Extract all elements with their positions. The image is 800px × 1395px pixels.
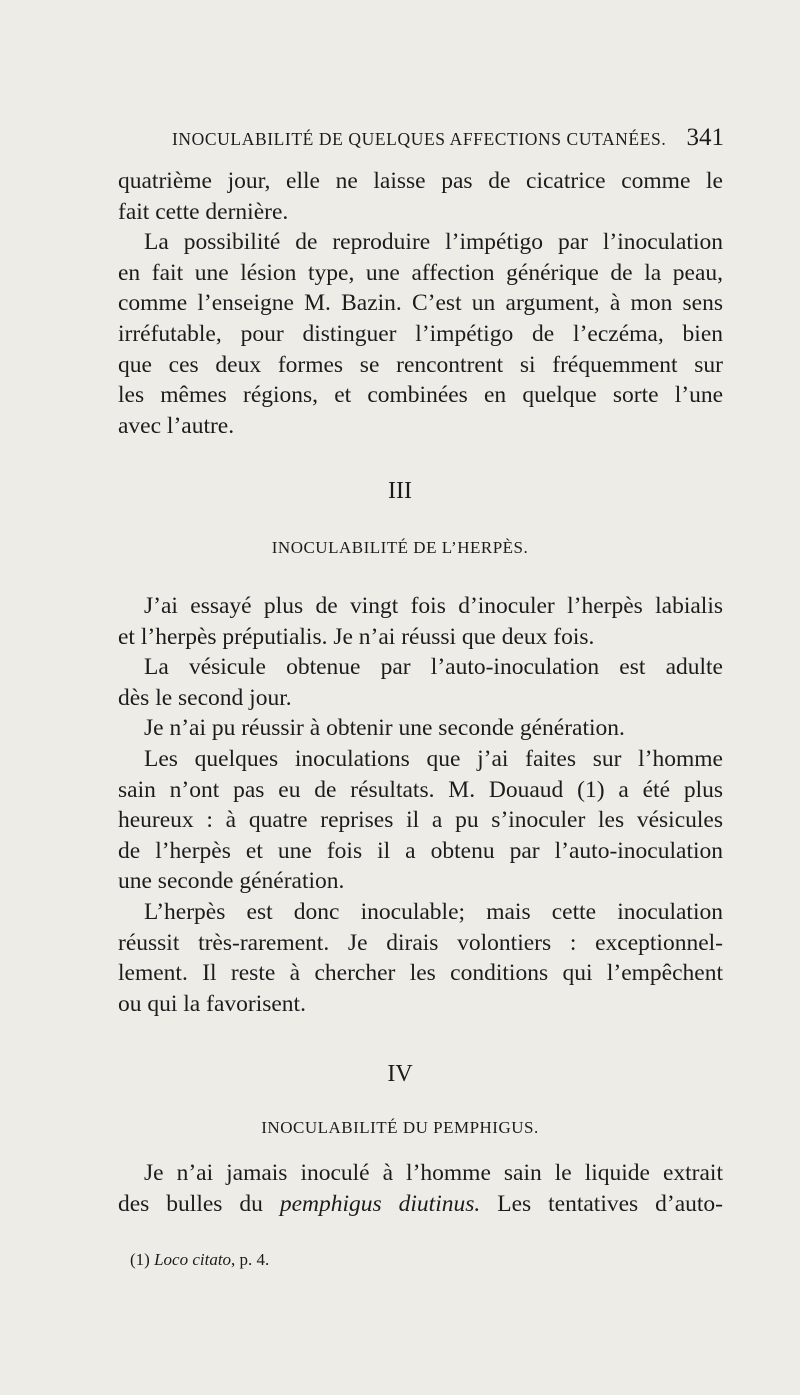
text-line: que ces deux formes se rencontrent si fréquemment sur [118,351,723,378]
text-line: La possibilité de reproduire l’impétigo par l’inoculation [144,229,723,256]
text-line: Je n’ai pu réussir à obtenir une seconde génération. [144,715,625,742]
text-line [118,1189,723,1220]
text-line: de l’herpès et une fois il a obtenu par l’auto-inoculation [118,837,723,864]
text-line: les mêmes régions, et combinées en quelque sorte l’une [118,382,723,409]
paragraph-block-pemphigus [118,1158,723,1219]
text-line: Les quelques inoculations que j’ai faites sur l’homme [144,745,723,772]
text-line: et l’herpès préputialis. Je n’ai réussi que deux fois. [118,623,595,650]
text-run: Les tentatives d’auto- [480,1190,723,1217]
text-line: lement. Il reste à chercher les conditions qui l’empêchent [118,960,723,987]
text-line: avec l’autre. [118,412,235,439]
text-line: L’herpès est donc inoculable; mais cette inoculation [144,898,723,925]
text-line: heureux : à quatre reprises il a pu s’inoculer les vésicules [118,807,723,834]
running-head [172,124,724,152]
text-line: réussit très-rarement. Je dirais volontiers : exceptionnel- [118,929,723,956]
footnote [130,1250,269,1270]
text-line: ou qui la favorisent. [118,990,306,1017]
text-line: une seconde génération. [118,868,345,895]
footnote-marker: (1) [130,1250,150,1269]
text-line: comme l’enseigne M. Bazin. C’est un argument, à mon sens [118,290,723,317]
paragraph-block-herpes [118,591,723,1019]
section-number: III [388,478,412,504]
section-title: INOCULABILITÉ DE L’HERPÈS. [271,538,529,557]
text-line: Je n’ai jamais inoculé à l’homme sain le liquide extrait [144,1160,723,1186]
page-number: 341 [686,124,724,151]
text-line: La vésicule obtenue par l’auto-inoculation est adulte [144,654,723,681]
text-line: fait cette dernière. [118,198,289,225]
text-run: des bulles du [118,1190,280,1217]
text-line: quatrième jour, elle ne laisse pas de cicatrice comme le [118,168,723,194]
text-line: sain n’ont pas eu de résultats. M. Douaud (1) a été plus [118,776,723,803]
text-line: J’ai essayé plus de vingt fois d’inoculer l’herpès labialis [144,593,723,619]
footnote-page: , p. 4. [231,1250,270,1269]
section-number: IV [387,1061,413,1087]
text-line: en fait une lésion type, une affection générique de la peau, [118,259,723,286]
running-title: INOCULABILITÉ DE QUELQUES AFFECTIONS CUTANÉES. [172,129,667,149]
text-line: dès le second jour. [118,684,292,711]
footnote-citation: Loco citato [154,1250,232,1269]
section-title: INOCULABILITÉ DU PEMPHIGUS. [261,1118,539,1137]
text-line: irréfutable, pour distinguer l’impétigo de l’eczéma, bien [118,320,723,347]
italic-term: pemphigus diutinus. [279,1190,481,1217]
paragraph-block-impetigo [118,166,723,441]
